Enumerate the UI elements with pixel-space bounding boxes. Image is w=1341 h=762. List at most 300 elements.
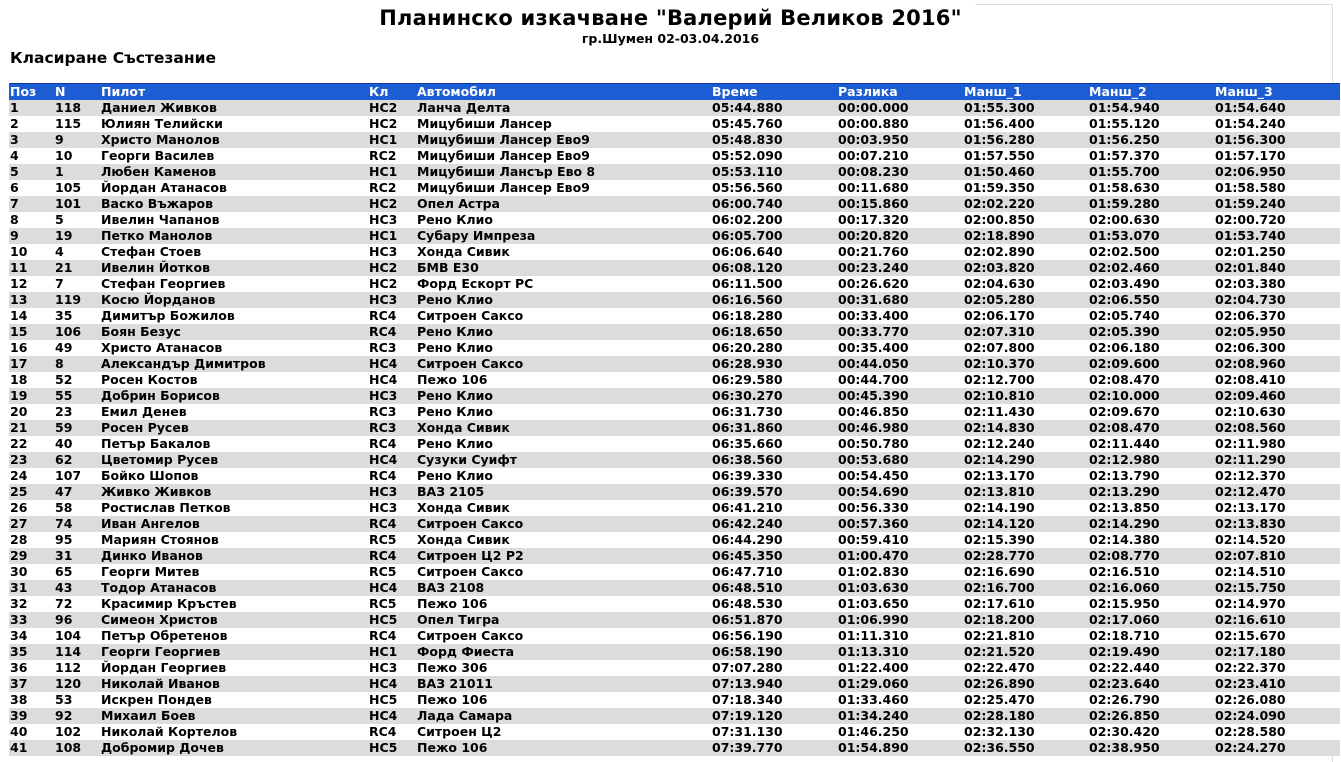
cell-run-1: 02:07.800 xyxy=(963,340,1088,356)
cell-car: Лада Самара xyxy=(416,708,711,724)
cell-number: 114 xyxy=(54,644,100,660)
cell-run-2: 02:03.490 xyxy=(1088,276,1214,292)
table-row xyxy=(9,420,1340,436)
table-row xyxy=(9,532,1340,548)
cell-car: Субару Импреза xyxy=(416,228,711,244)
cell-position: 18 xyxy=(9,372,54,388)
cell-difference: 00:46.980 xyxy=(837,420,963,436)
cell-car: Ситроен Саксо xyxy=(416,356,711,372)
cell-number: 5 xyxy=(54,212,100,228)
cell-run-2: 01:56.250 xyxy=(1088,132,1214,148)
cell-class: НС3 xyxy=(368,484,416,500)
cell-position: 13 xyxy=(9,292,54,308)
cell-class: RC3 xyxy=(368,404,416,420)
cell-number: 62 xyxy=(54,452,100,468)
cell-run-2: 01:53.070 xyxy=(1088,228,1214,244)
cell-position: 10 xyxy=(9,244,54,260)
column-header-car[interactable]: Автомобил xyxy=(416,84,711,101)
cell-run-1: 02:28.770 xyxy=(963,548,1088,564)
cell-position: 41 xyxy=(9,740,54,756)
cell-run-1: 01:55.300 xyxy=(963,100,1088,116)
cell-position: 1 xyxy=(9,100,54,116)
cell-run-3: 02:15.670 xyxy=(1214,628,1340,644)
section-title: Класиране Състезание xyxy=(10,49,216,67)
cell-pilot: Ростислав Петков xyxy=(100,500,368,516)
cell-run-2: 02:10.000 xyxy=(1088,388,1214,404)
cell-number: 31 xyxy=(54,548,100,564)
cell-car: Ланча Делта xyxy=(416,100,711,116)
table-row xyxy=(9,244,1340,260)
cell-run-3: 02:24.090 xyxy=(1214,708,1340,724)
cell-class: НС4 xyxy=(368,452,416,468)
table-row xyxy=(9,564,1340,580)
cell-run-2: 02:06.550 xyxy=(1088,292,1214,308)
cell-run-3: 02:11.980 xyxy=(1214,436,1340,452)
cell-position: 26 xyxy=(9,500,54,516)
cell-time: 07:31.130 xyxy=(711,724,837,740)
cell-number: 7 xyxy=(54,276,100,292)
cell-position: 21 xyxy=(9,420,54,436)
cell-run-1: 02:25.470 xyxy=(963,692,1088,708)
cell-run-2: 02:38.950 xyxy=(1088,740,1214,756)
cell-run-3: 02:22.370 xyxy=(1214,660,1340,676)
cell-run-2: 02:16.510 xyxy=(1088,564,1214,580)
cell-run-1: 02:13.170 xyxy=(963,468,1088,484)
cell-difference: 00:03.950 xyxy=(837,132,963,148)
cell-class: RC4 xyxy=(368,628,416,644)
cell-run-1: 02:07.310 xyxy=(963,324,1088,340)
cell-time: 07:19.120 xyxy=(711,708,837,724)
cell-run-3: 02:28.580 xyxy=(1214,724,1340,740)
cell-run-1: 02:06.170 xyxy=(963,308,1088,324)
cell-run-3: 02:15.750 xyxy=(1214,580,1340,596)
cell-car: Ситроен Саксо xyxy=(416,564,711,580)
table-row xyxy=(9,404,1340,420)
cell-run-1: 01:57.550 xyxy=(963,148,1088,164)
cell-class: НС2 xyxy=(368,116,416,132)
cell-time: 05:53.110 xyxy=(711,164,837,180)
cell-number: 120 xyxy=(54,676,100,692)
cell-number: 92 xyxy=(54,708,100,724)
cell-run-3: 02:17.180 xyxy=(1214,644,1340,660)
column-header-position[interactable]: Поз xyxy=(9,84,54,101)
cell-run-2: 02:13.790 xyxy=(1088,468,1214,484)
cell-class: RC4 xyxy=(368,468,416,484)
cell-run-1: 01:50.460 xyxy=(963,164,1088,180)
cell-difference: 01:06.990 xyxy=(837,612,963,628)
cell-pilot: Петър Обретенов xyxy=(100,628,368,644)
cell-difference: 01:11.310 xyxy=(837,628,963,644)
cell-difference: 01:22.400 xyxy=(837,660,963,676)
cell-car: Пежо 106 xyxy=(416,372,711,388)
cell-run-1: 02:10.810 xyxy=(963,388,1088,404)
table-row xyxy=(9,548,1340,564)
cell-run-2: 02:13.850 xyxy=(1088,500,1214,516)
cell-pilot: Росен Костов xyxy=(100,372,368,388)
cell-difference: 00:35.400 xyxy=(837,340,963,356)
cell-class: НС3 xyxy=(368,388,416,404)
cell-position: 39 xyxy=(9,708,54,724)
cell-run-3: 01:57.170 xyxy=(1214,148,1340,164)
cell-number: 40 xyxy=(54,436,100,452)
cell-position: 24 xyxy=(9,468,54,484)
cell-car: Пежо 106 xyxy=(416,596,711,612)
cell-class: НС3 xyxy=(368,244,416,260)
cell-number: 118 xyxy=(54,100,100,116)
cell-run-3: 02:01.250 xyxy=(1214,244,1340,260)
cell-run-3: 01:59.240 xyxy=(1214,196,1340,212)
table-row xyxy=(9,580,1340,596)
cell-pilot: Тодор Атанасов xyxy=(100,580,368,596)
cell-difference: 00:00.880 xyxy=(837,116,963,132)
cell-pilot: Михаил Боев xyxy=(100,708,368,724)
cell-time: 06:00.740 xyxy=(711,196,837,212)
table-row xyxy=(9,500,1340,516)
cell-car: Мицубиши Лансер xyxy=(416,116,711,132)
header-row xyxy=(9,84,1340,101)
cell-run-1: 02:16.700 xyxy=(963,580,1088,596)
cell-car: Ситроен Саксо xyxy=(416,308,711,324)
table-row xyxy=(9,308,1340,324)
cell-run-3: 01:58.580 xyxy=(1214,180,1340,196)
cell-time: 06:45.350 xyxy=(711,548,837,564)
cell-position: 11 xyxy=(9,260,54,276)
cell-run-1: 02:28.180 xyxy=(963,708,1088,724)
cell-class: НС1 xyxy=(368,228,416,244)
cell-number: 23 xyxy=(54,404,100,420)
cell-difference: 00:50.780 xyxy=(837,436,963,452)
cell-pilot: Ивелин Чапанов xyxy=(100,212,368,228)
cell-number: 102 xyxy=(54,724,100,740)
cell-run-1: 02:15.390 xyxy=(963,532,1088,548)
cell-car: Мицубиши Лансър Ево 8 xyxy=(416,164,711,180)
cell-time: 06:28.930 xyxy=(711,356,837,372)
cell-run-1: 02:18.200 xyxy=(963,612,1088,628)
cell-time: 06:39.570 xyxy=(711,484,837,500)
cell-difference: 00:54.450 xyxy=(837,468,963,484)
cell-car: Рено Клио xyxy=(416,292,711,308)
cell-run-2: 02:06.180 xyxy=(1088,340,1214,356)
cell-run-2: 02:17.060 xyxy=(1088,612,1214,628)
cell-run-3: 02:08.960 xyxy=(1214,356,1340,372)
cell-car: Форд Фиеста xyxy=(416,644,711,660)
cell-difference: 01:46.250 xyxy=(837,724,963,740)
cell-run-2: 02:16.060 xyxy=(1088,580,1214,596)
cell-pilot: Мариян Стоянов xyxy=(100,532,368,548)
cell-time: 06:31.860 xyxy=(711,420,837,436)
cell-run-1: 02:13.810 xyxy=(963,484,1088,500)
cell-car: Рено Клио xyxy=(416,468,711,484)
cell-difference: 00:45.390 xyxy=(837,388,963,404)
cell-run-1: 02:10.370 xyxy=(963,356,1088,372)
cell-pilot: Йордан Георгиев xyxy=(100,660,368,676)
cell-run-1: 02:18.890 xyxy=(963,228,1088,244)
cell-time: 06:16.560 xyxy=(711,292,837,308)
cell-pilot: Даниел Живков xyxy=(100,100,368,116)
cell-difference: 01:00.470 xyxy=(837,548,963,564)
cell-run-1: 02:16.690 xyxy=(963,564,1088,580)
cell-pilot: Георги Георгиев xyxy=(100,644,368,660)
cell-time: 06:38.560 xyxy=(711,452,837,468)
cell-pilot: Добрин Борисов xyxy=(100,388,368,404)
cell-position: 34 xyxy=(9,628,54,644)
cell-time: 06:44.290 xyxy=(711,532,837,548)
cell-run-3: 02:23.410 xyxy=(1214,676,1340,692)
cell-number: 74 xyxy=(54,516,100,532)
table-row xyxy=(9,260,1340,276)
cell-run-1: 02:14.830 xyxy=(963,420,1088,436)
cell-class: RC4 xyxy=(368,308,416,324)
cell-difference: 00:56.330 xyxy=(837,500,963,516)
cell-run-3: 02:00.720 xyxy=(1214,212,1340,228)
cell-run-2: 02:14.380 xyxy=(1088,532,1214,548)
cell-number: 59 xyxy=(54,420,100,436)
cell-car: Рено Клио xyxy=(416,324,711,340)
cell-time: 06:41.210 xyxy=(711,500,837,516)
cell-position: 22 xyxy=(9,436,54,452)
cell-position: 29 xyxy=(9,548,54,564)
cell-difference: 01:33.460 xyxy=(837,692,963,708)
cell-class: НС3 xyxy=(368,212,416,228)
cell-run-2: 02:30.420 xyxy=(1088,724,1214,740)
cell-number: 104 xyxy=(54,628,100,644)
cell-run-3: 01:54.240 xyxy=(1214,116,1340,132)
cell-class: RC5 xyxy=(368,564,416,580)
cell-run-1: 02:04.630 xyxy=(963,276,1088,292)
cell-run-2: 02:18.710 xyxy=(1088,628,1214,644)
column-header-run-2[interactable]: Манш_2 xyxy=(1088,84,1214,101)
cell-difference: 00:23.240 xyxy=(837,260,963,276)
cell-class: НС1 xyxy=(368,644,416,660)
table-row xyxy=(9,468,1340,484)
cell-pilot: Динко Иванов xyxy=(100,548,368,564)
cell-car: Рено Клио xyxy=(416,388,711,404)
column-header-run-1[interactable]: Манш_1 xyxy=(963,84,1088,101)
cell-run-3: 02:08.410 xyxy=(1214,372,1340,388)
cell-run-2: 01:59.280 xyxy=(1088,196,1214,212)
cell-run-3: 02:26.080 xyxy=(1214,692,1340,708)
cell-run-2: 02:12.980 xyxy=(1088,452,1214,468)
cell-time: 07:39.770 xyxy=(711,740,837,756)
cell-position: 37 xyxy=(9,676,54,692)
cell-car: Рено Клио xyxy=(416,340,711,356)
cell-run-1: 02:03.820 xyxy=(963,260,1088,276)
cell-run-1: 02:12.700 xyxy=(963,372,1088,388)
cell-number: 96 xyxy=(54,612,100,628)
column-header-class[interactable]: Кл xyxy=(368,84,416,101)
cell-car: ВАЗ 2105 xyxy=(416,484,711,500)
cell-pilot: Юлиян Телийски xyxy=(100,116,368,132)
cell-number: 19 xyxy=(54,228,100,244)
cell-run-1: 02:21.810 xyxy=(963,628,1088,644)
cell-run-2: 02:05.740 xyxy=(1088,308,1214,324)
cell-class: НС2 xyxy=(368,260,416,276)
cell-run-3: 02:11.290 xyxy=(1214,452,1340,468)
cell-run-1: 02:22.470 xyxy=(963,660,1088,676)
results-table xyxy=(9,83,1340,756)
cell-run-3: 02:05.950 xyxy=(1214,324,1340,340)
table-row xyxy=(9,180,1340,196)
cell-time: 05:48.830 xyxy=(711,132,837,148)
cell-run-2: 01:57.370 xyxy=(1088,148,1214,164)
cell-pilot: Христо Манолов xyxy=(100,132,368,148)
table-row xyxy=(9,516,1340,532)
cell-pilot: Димитър Божилов xyxy=(100,308,368,324)
cell-number: 112 xyxy=(54,660,100,676)
cell-time: 06:47.710 xyxy=(711,564,837,580)
cell-pilot: Стефан Стоев xyxy=(100,244,368,260)
cell-position: 14 xyxy=(9,308,54,324)
cell-class: RC4 xyxy=(368,516,416,532)
cell-class: RC2 xyxy=(368,180,416,196)
cell-number: 47 xyxy=(54,484,100,500)
table-row xyxy=(9,276,1340,292)
page-subtitle: гр.Шумен 02-03.04.2016 xyxy=(581,31,760,46)
cell-run-1: 02:12.240 xyxy=(963,436,1088,452)
table-row xyxy=(9,164,1340,180)
cell-run-2: 02:02.460 xyxy=(1088,260,1214,276)
cell-number: 72 xyxy=(54,596,100,612)
cell-class: RC4 xyxy=(368,724,416,740)
cell-position: 31 xyxy=(9,580,54,596)
cell-time: 06:18.650 xyxy=(711,324,837,340)
cell-position: 6 xyxy=(9,180,54,196)
cell-time: 06:02.200 xyxy=(711,212,837,228)
cell-pilot: Цветомир Русев xyxy=(100,452,368,468)
cell-number: 115 xyxy=(54,116,100,132)
cell-run-1: 02:14.290 xyxy=(963,452,1088,468)
cell-time: 06:35.660 xyxy=(711,436,837,452)
cell-car: Опел Астра xyxy=(416,196,711,212)
cell-number: 8 xyxy=(54,356,100,372)
cell-run-2: 02:09.670 xyxy=(1088,404,1214,420)
cell-class: НС2 xyxy=(368,276,416,292)
cell-run-2: 02:26.850 xyxy=(1088,708,1214,724)
cell-class: RC4 xyxy=(368,436,416,452)
cell-pilot: Искрен Пондев xyxy=(100,692,368,708)
cell-position: 2 xyxy=(9,116,54,132)
cell-run-1: 02:02.890 xyxy=(963,244,1088,260)
table-row xyxy=(9,676,1340,692)
cell-car: Рено Клио xyxy=(416,212,711,228)
cell-class: RC3 xyxy=(368,340,416,356)
cell-class: НС5 xyxy=(368,612,416,628)
cell-car: Рено Клио xyxy=(416,404,711,420)
cell-difference: 00:46.850 xyxy=(837,404,963,420)
cell-run-2: 02:08.470 xyxy=(1088,420,1214,436)
cell-number: 10 xyxy=(54,148,100,164)
cell-run-3: 02:13.830 xyxy=(1214,516,1340,532)
cell-position: 19 xyxy=(9,388,54,404)
cell-pilot: Косю Йорданов xyxy=(100,292,368,308)
table-body xyxy=(9,100,1340,756)
cell-time: 06:29.580 xyxy=(711,372,837,388)
cell-run-2: 02:09.600 xyxy=(1088,356,1214,372)
cell-time: 06:30.270 xyxy=(711,388,837,404)
cell-pilot: Николай Иванов xyxy=(100,676,368,692)
cell-run-2: 02:23.640 xyxy=(1088,676,1214,692)
cell-position: 12 xyxy=(9,276,54,292)
cell-run-3: 02:12.470 xyxy=(1214,484,1340,500)
table-row xyxy=(9,196,1340,212)
cell-position: 32 xyxy=(9,596,54,612)
table-row xyxy=(9,100,1340,116)
cell-time: 06:56.190 xyxy=(711,628,837,644)
cell-pilot: Стефан Георгиев xyxy=(100,276,368,292)
column-header-difference[interactable]: Разлика xyxy=(837,84,963,101)
cell-run-2: 02:11.440 xyxy=(1088,436,1214,452)
cell-number: 21 xyxy=(54,260,100,276)
cell-run-2: 02:02.500 xyxy=(1088,244,1214,260)
column-header-run-3[interactable]: Манш_3 xyxy=(1214,84,1340,101)
column-header-time[interactable]: Време xyxy=(711,84,837,101)
cell-car: Хонда Сивик xyxy=(416,532,711,548)
cell-run-1: 02:32.130 xyxy=(963,724,1088,740)
table-row xyxy=(9,436,1340,452)
cell-time: 07:13.940 xyxy=(711,676,837,692)
cell-position: 23 xyxy=(9,452,54,468)
cell-difference: 01:02.830 xyxy=(837,564,963,580)
cell-run-3: 02:03.380 xyxy=(1214,276,1340,292)
cell-class: НС2 xyxy=(368,196,416,212)
cell-time: 06:39.330 xyxy=(711,468,837,484)
cell-pilot: Боян Безус xyxy=(100,324,368,340)
column-header-number[interactable]: N xyxy=(54,84,100,101)
cell-number: 55 xyxy=(54,388,100,404)
cell-run-2: 02:26.790 xyxy=(1088,692,1214,708)
cell-run-1: 01:59.350 xyxy=(963,180,1088,196)
cell-number: 119 xyxy=(54,292,100,308)
cell-run-3: 02:24.270 xyxy=(1214,740,1340,756)
table-row xyxy=(9,356,1340,372)
cell-pilot: Бойко Шопов xyxy=(100,468,368,484)
cell-time: 06:42.240 xyxy=(711,516,837,532)
cell-pilot: Александър Димитров xyxy=(100,356,368,372)
cell-pilot: Николай Кортелов xyxy=(100,724,368,740)
cell-class: НС3 xyxy=(368,500,416,516)
cell-pilot: Васко Въжаров xyxy=(100,196,368,212)
cell-difference: 00:17.320 xyxy=(837,212,963,228)
cell-number: 35 xyxy=(54,308,100,324)
cell-run-1: 02:14.120 xyxy=(963,516,1088,532)
cell-difference: 01:03.650 xyxy=(837,596,963,612)
cell-pilot: Христо Атанасов xyxy=(100,340,368,356)
cell-run-3: 02:04.730 xyxy=(1214,292,1340,308)
cell-time: 06:51.870 xyxy=(711,612,837,628)
cell-time: 06:48.510 xyxy=(711,580,837,596)
cell-time: 06:31.730 xyxy=(711,404,837,420)
cell-pilot: Георги Митев xyxy=(100,564,368,580)
table-row xyxy=(9,692,1340,708)
page-title: Планинско изкачване "Валерий Великов 2016" xyxy=(379,6,962,30)
cell-run-1: 01:56.280 xyxy=(963,132,1088,148)
cell-pilot: Емил Денев xyxy=(100,404,368,420)
cell-run-3: 01:56.300 xyxy=(1214,132,1340,148)
cell-class: НС4 xyxy=(368,356,416,372)
cell-car: Пежо 306 xyxy=(416,660,711,676)
cell-class: RC5 xyxy=(368,532,416,548)
cell-class: RC5 xyxy=(368,596,416,612)
table-row xyxy=(9,724,1340,740)
cell-car: Пежо 106 xyxy=(416,692,711,708)
cell-car: ВАЗ 21011 xyxy=(416,676,711,692)
cell-run-1: 02:26.890 xyxy=(963,676,1088,692)
cell-number: 106 xyxy=(54,324,100,340)
column-header-pilot[interactable]: Пилот xyxy=(100,84,368,101)
cell-time: 05:45.760 xyxy=(711,116,837,132)
cell-position: 27 xyxy=(9,516,54,532)
cell-run-2: 02:05.390 xyxy=(1088,324,1214,340)
